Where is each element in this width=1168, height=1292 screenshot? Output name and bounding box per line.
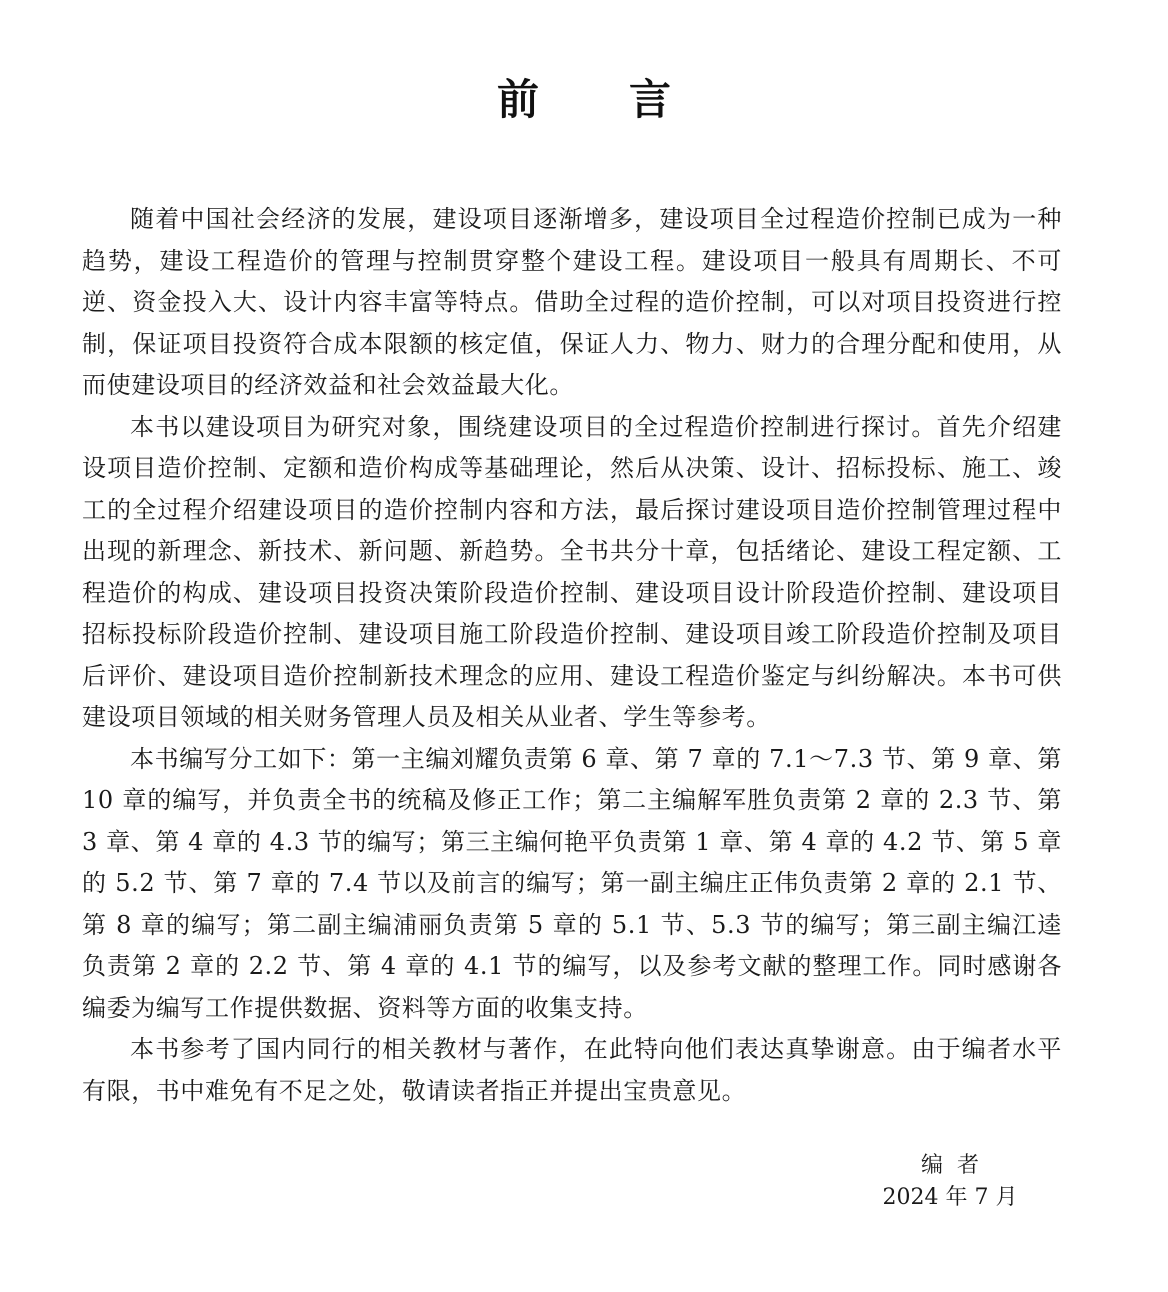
paragraph-1: 随着中国社会经济的发展，建设项目逐渐增多，建设项目全过程造价控制已成为一种趋势，建设工程造价的管理与控制贯穿整个建设工程。建设项目一般具有周期长、不可逆、资金投入大、设计内容丰富等特点。借助全过程的造价控制，可以对项目投资进行控制，保证项目投资符合成本限额的核定值，保证人力、物力、财力的合理分配和使用，从而使建设项目的经济效益和社会效益最大化。 — [82, 205, 1062, 399]
page-title: 前言 — [496, 75, 761, 124]
paragraph-3: 本书编写分工如下：第一主编刘耀负责第 6 章、第 7 章的 7.1～7.3 节、第 9 章、第 10 章的编写，并负责全书的统稿及修正工作；第二主编解军胜负责第 2 章的 2.3 节、第 3 章、第 4 章的 4.3 节的编写；第三主编何艳平负责第 1 章、第 4 章的 4.2 节、第 5 章的 5.2 节、第 7 章的 7.4 节以及前言的编写；第一副主编庄正伟负责第 2 章的 2.1 节、第 8 章的编写；第二副主编浦丽负责第 5 章的 5.1 节、5.3 节的编写；第三副主编江逵负责第 2 章的 2.2 节、第 4 章的 4.1 节的编写，以及参考文献的整理工作。同时感谢各编委为编写工作提供数据、资料等方面的收集支持。 — [82, 744, 1062, 1022]
preface-body — [82, 199, 1062, 1112]
signature-author: 编者 — [920, 1153, 993, 1178]
signature-date: 2024 年 7 月 — [882, 1185, 1018, 1210]
paragraph-2: 本书以建设项目为研究对象，围绕建设项目的全过程造价控制进行探讨。首先介绍建设项目造价控制、定额和造价构成等基础理论，然后从决策、设计、招标投标、施工、竣工的全过程介绍建设项目的造价控制内容和方法，最后探讨建设项目造价控制管理过程中出现的新理念、新技术、新问题、新趋势。全书共分十章，包括绪论、建设工程定额、工程造价的构成、建设项目投资决策阶段造价控制、建设项目设计阶段造价控制、建设项目招标投标阶段造价控制、建设项目施工阶段造价控制、建设项目竣工阶段造价控制及项目后评价、建设项目造价控制新技术理念的应用、建设工程造价鉴定与纠纷解决。本书可供建设项目领域的相关财务管理人员及相关从业者、学生等参考。 — [82, 412, 1062, 731]
signature-block — [860, 1150, 1040, 1214]
paragraph-4: 本书参考了国内同行的相关教材与著作，在此特向他们表达真挚谢意。由于编者水平有限，书中难免有不足之处，敬请读者指正并提出宝贵意见。 — [82, 1035, 1062, 1105]
